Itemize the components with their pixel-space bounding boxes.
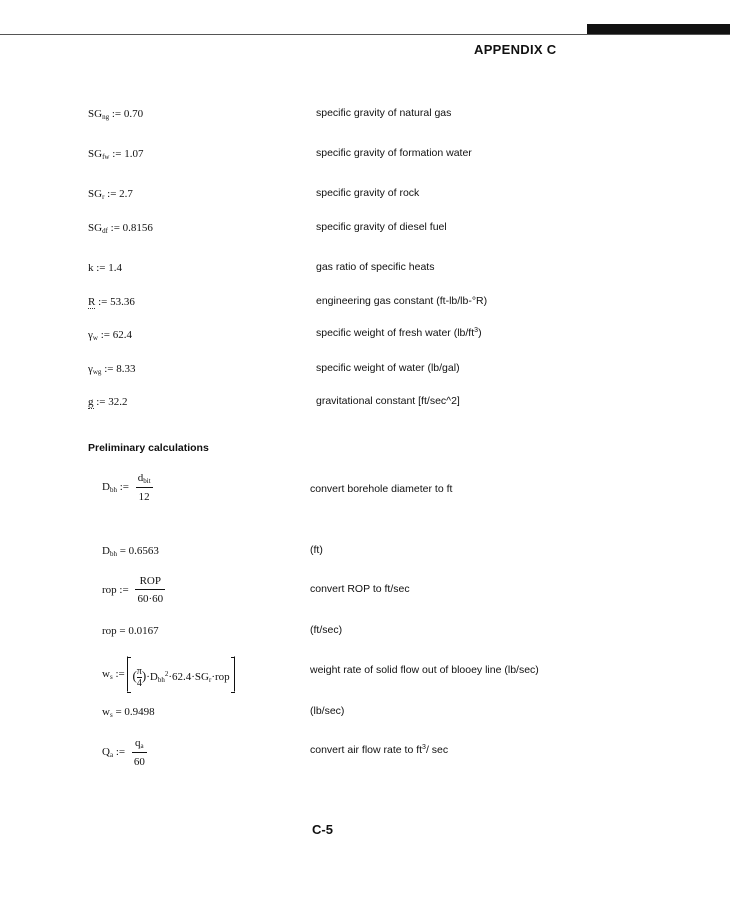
section-heading: Preliminary calculations	[88, 442, 209, 454]
def-gamma-wg: $\gamma_{wg}$ := 8.33	[88, 363, 136, 376]
calc-ws-desc: weight rate of solid flow out of blooey line (lb/sec)	[310, 664, 539, 676]
def-g: g := 32.2	[88, 396, 128, 408]
calc-qa-desc: convert air flow rate to $ft^3/$ sec	[310, 744, 449, 756]
def-k: k := 1.4	[88, 262, 123, 274]
def-g-desc: gravitational constant [ft/sec^2]	[316, 395, 460, 407]
calc-ws-value: $w_s = 0.9498$	[102, 706, 155, 719]
def-sg-fw-desc: specific gravity of formation water	[316, 147, 472, 159]
def-sg-ng: $SG_{ng}$ := 0.70	[88, 108, 144, 121]
def-sg-df-desc: specific gravity of diesel fuel	[316, 221, 447, 233]
calc-qa: $Q_a$ := $\frac{q_a}{60}$	[102, 737, 145, 768]
def-gamma-w: $\gamma_w$ := 62.4	[88, 329, 132, 342]
calc-dbh-value: $D_{bh} = 0.6563$	[102, 545, 159, 558]
calc-rop-value-desc: (ft/sec)	[310, 624, 343, 636]
calc-rop: rop := $\frac{\text{ROP}}{60\cdot 60}$	[102, 575, 164, 605]
def-sg-r-desc: specific gravity of rock	[316, 187, 420, 199]
def-k-desc: gas ratio of specific heats	[316, 261, 435, 273]
calc-dbh-value-desc: (ft)	[310, 544, 323, 556]
def-gamma-wg-desc: specific weight of water (lb/gal)	[316, 362, 460, 374]
calc-ws-value-desc: (lb/sec)	[310, 705, 345, 717]
def-sg-ng-desc: specific gravity of natural gas	[316, 107, 452, 119]
def-r: R := 53.36	[88, 296, 135, 308]
appendix-title: APPENDIX C	[474, 42, 557, 57]
calc-rop-value: rop = 0.0167	[102, 625, 159, 637]
header-rule	[0, 34, 730, 35]
calc-dbh-desc: convert borehole diameter to ft	[310, 483, 453, 495]
page-number: C-5	[312, 822, 333, 837]
calc-dbh: $D_{bh}$ := $\frac{d_{bit}}{12}$	[102, 472, 151, 503]
def-sg-df: $SG_{df}$ := 0.8156	[88, 222, 153, 235]
def-sg-fw: $SG_{fw}$ := 1.07	[88, 148, 144, 161]
calc-ws: $w_s$ := ( $\frac{\pi}{4})\cdot D_{bh}^2\cdot 62.4\cdot SG_r\cdot rop$	[102, 656, 235, 692]
def-r-desc: engineering gas constant (ft-lb/lb-°R)	[316, 295, 488, 307]
def-sg-r: $SG_r$ := 2.7	[88, 188, 133, 201]
def-gamma-w-desc: specific weight of fresh water $(lb/ft^3)$	[316, 327, 482, 339]
calc-rop-desc: convert ROP to ft/sec	[310, 583, 410, 595]
